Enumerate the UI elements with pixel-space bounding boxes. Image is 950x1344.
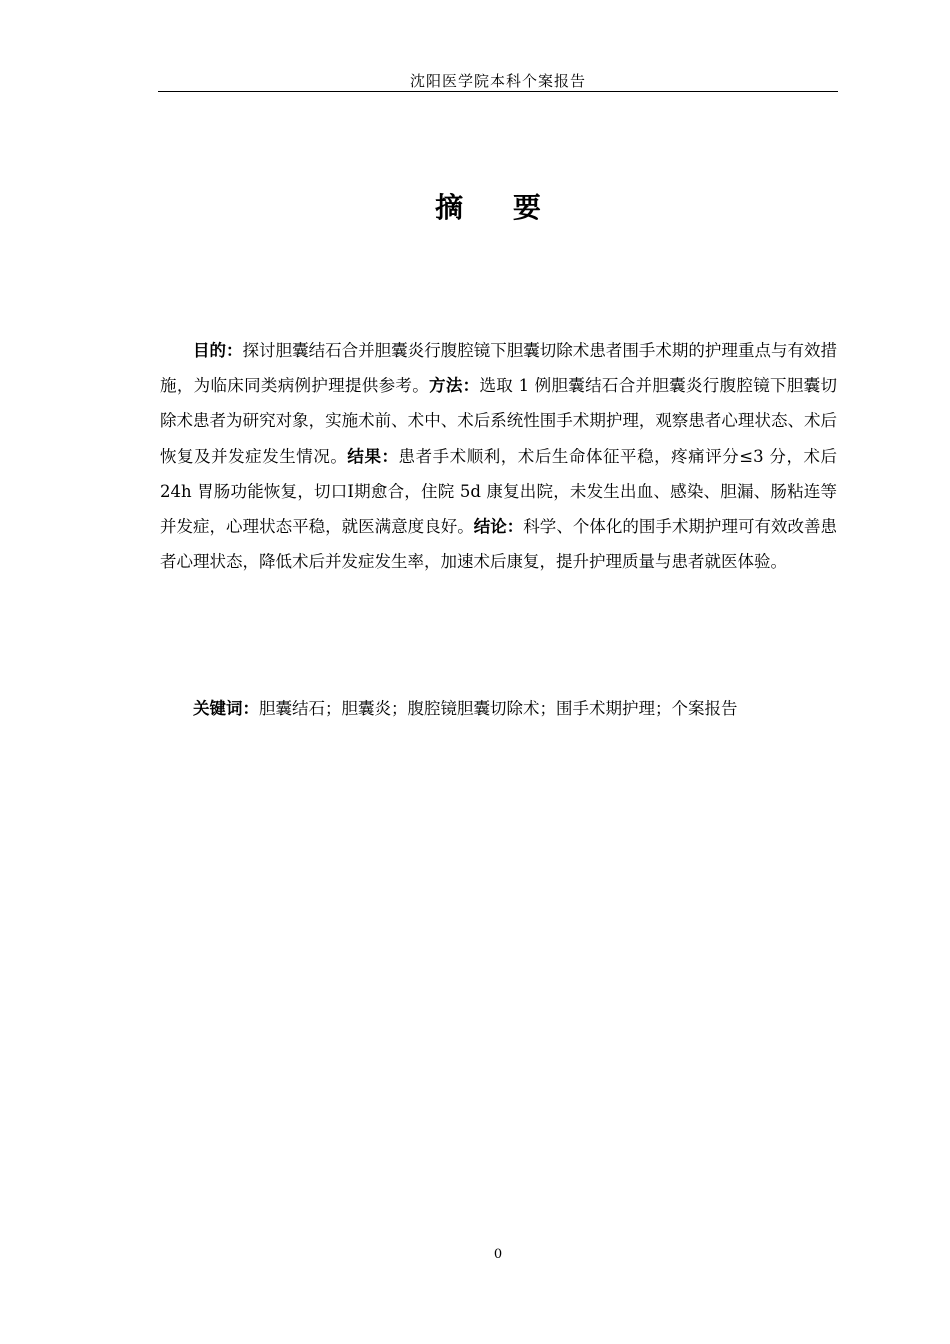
keywords-label: 关键词： [193,699,259,718]
method-label: 方法： [429,376,480,396]
page-header: 沈阳医学院本科个案报告 [409,72,586,90]
conclusion-text: 科学、个体化的围手术期护理可有效改善患者心理状态，降低术后并发症发生率，加速术后康复，提升护理质量与患者就医体验。 [160,517,838,572]
page-number: 0 [493,1247,503,1262]
keywords-text: 胆囊结石；胆囊炎；腹腔镜胆囊切除术；围手术期护理；个案报告 [259,699,738,718]
result-label: 结果： [347,446,399,466]
method-text: 选取 1 例胆囊结石合并胆囊炎行腹腔镜下胆囊切除术患者为研究对象，实施术前、术中、术后系统性围手术期护理，观察患者心理状态、术后恢复及并发症发生情况。 [160,376,837,466]
result-text: 患者手术顺利，术后生命体征平稳，疼痛评分≤3 分，术后 24h 胃肠功能恢复，切口Ⅰ期愈合，住院 5d 康复出院，未发生出血、感染、胆漏、肠粘连等并发症，心理状态平稳，就医满意度良好。 [160,446,838,537]
purpose-label: 目的： [193,341,243,360]
abstract-paragraph [160,333,837,579]
conclusion-label: 结论： [473,517,524,537]
header-rule [158,91,838,92]
page-title: 摘 要 [435,191,561,224]
purpose-text: 探讨胆囊结石合并胆囊炎行腹腔镜下胆囊切除术患者围手术期的护理重点与有效措施，为临床同类病例护理提供参考。 [160,341,838,396]
keywords-paragraph [160,691,837,726]
